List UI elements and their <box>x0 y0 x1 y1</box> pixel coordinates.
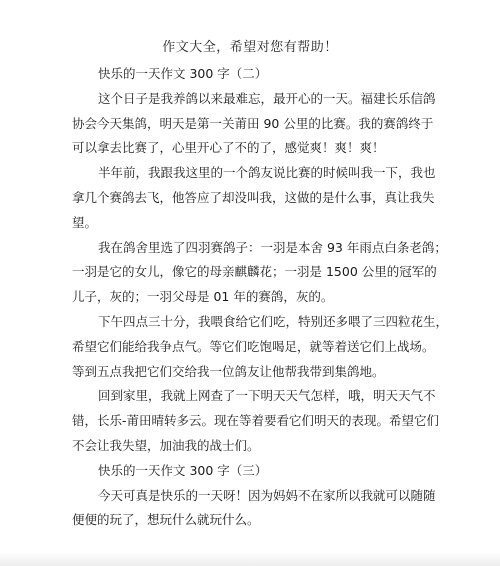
paragraph-line: 回到家里，我就上网查了一下明天天气怎样，哦，明天天气不 <box>98 388 436 404</box>
paragraph-line: 半年前，我跟我这里的一个鸽友说比赛的时候叫我一下，我也 <box>98 165 436 181</box>
paragraph-line: 这个日子是我养鸽以来最难忘，最开心的一天。福建长乐信鸽 <box>98 90 436 106</box>
page-bottom-edge <box>0 552 500 566</box>
paragraph-line: 今天可真是快乐的一天呀！因为妈妈不在家所以我就可以随随 <box>98 487 436 503</box>
paragraph-line: 拿几个赛鸽去飞，他答应了却没叫我，这做的是什么事，真让我失 <box>72 189 435 205</box>
document-body <box>72 62 449 533</box>
paragraph-line: 等到五点我把它们交给我一位鸽友让他帮我带到集鸽地。 <box>72 363 385 379</box>
page-header: 作文大全，希望对您有帮助！ <box>162 40 338 55</box>
paragraph-line: 下午四点三十分，我喂食给它们吃，特别还多喂了三四粒花生， <box>98 313 449 329</box>
paragraph-line: 我在鸽舍里选了四羽赛鸽子：一羽是本舍 93 年雨点白条老鸽； <box>98 239 447 255</box>
section-heading: 快乐的一天作文 300 字（二） <box>98 66 268 81</box>
section-heading: 快乐的一天作文 300 字（三） <box>98 462 268 478</box>
paragraph-line: 错，长乐-莆田晴转多云。现在等着要看它们明天的表现。希望它们 <box>72 413 440 429</box>
paragraph-line: 可以拿去比赛了，心里开心了不的了，感觉爽！爽！爽！ <box>72 140 385 156</box>
paragraph-line: 望。 <box>72 214 98 230</box>
paragraph-line: 不会让我失望，加油我的战士们。 <box>72 437 260 453</box>
paragraph-line: 协会今天集鸽，明天是第一关莆田 90 公里的比赛。我的赛鸽终于 <box>72 115 434 131</box>
paragraph-line: 一羽是它的女儿，像它的母亲麒麟花；一羽是 1500 公里的冠军的 <box>72 264 437 280</box>
paragraph-line: 希望它们能给我争点气。等它们吃饱喝足，就等着送它们上战场。 <box>72 338 435 354</box>
paragraph-line: 儿子，灰的；一羽父母是 01 年的赛鸽，灰的。 <box>72 289 334 305</box>
paragraph-line: 便便的玩了，想玩什么就玩什么。 <box>72 512 260 528</box>
